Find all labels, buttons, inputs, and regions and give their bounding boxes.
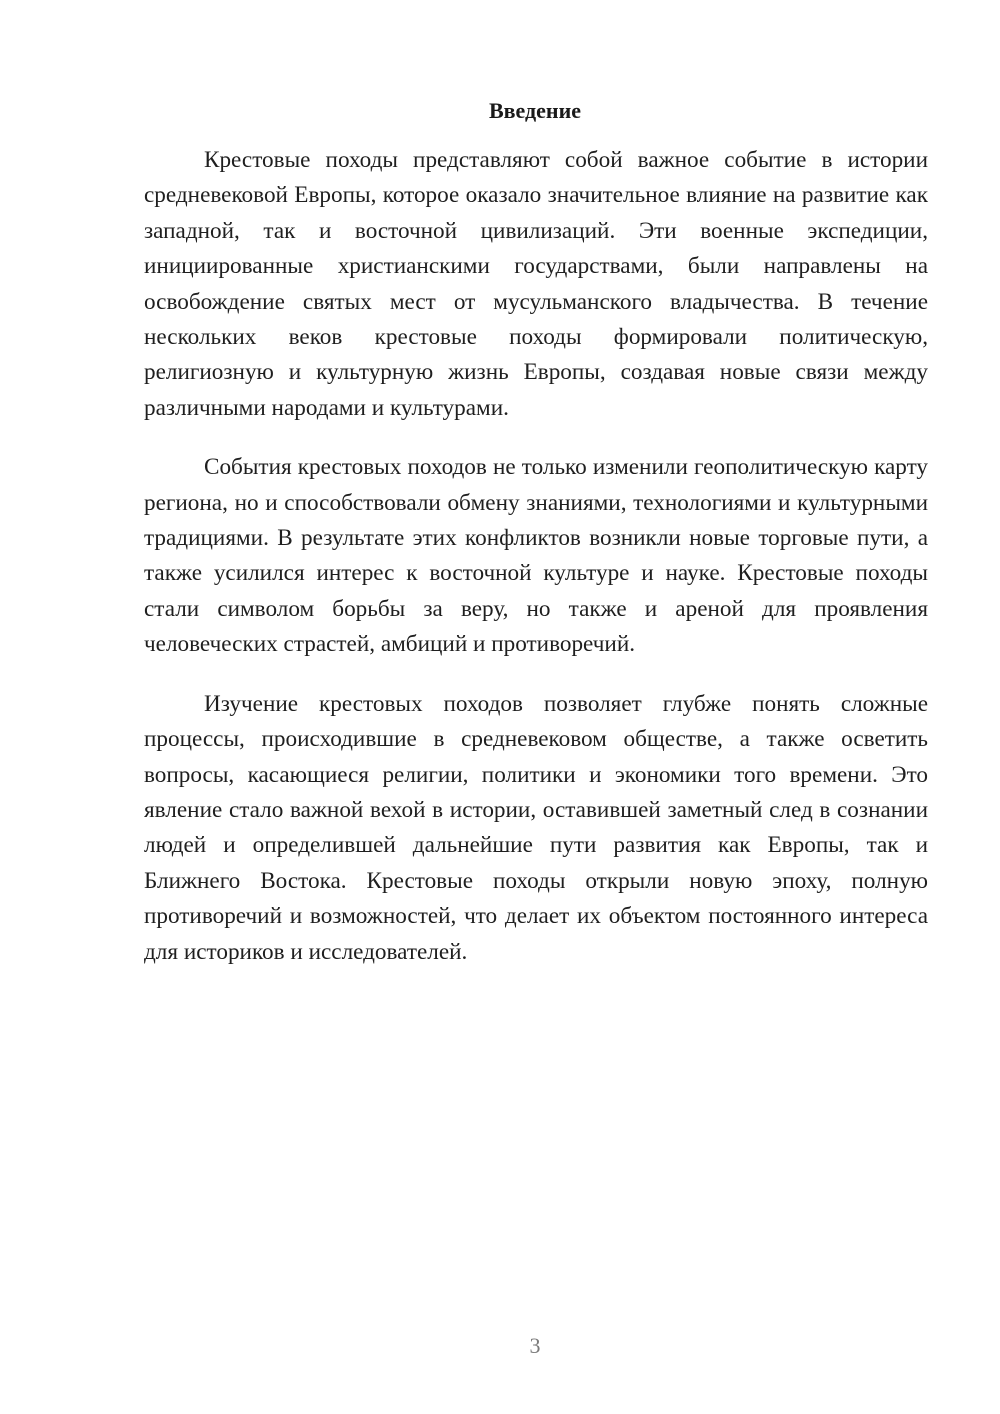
paragraph-1: Крестовые походы представляют собой важное событие в истории средневековой Европы, которое оказало значительное влияние на развитие как западной, так и восточной цивилизаций. Эти военные экспедиции, инициированные христианскими государствами, были направлены на освобождение святых мест от мусульманского владычества. В течение нескольких веков крестовые походы формировали политическую, религиозную и культурную жизнь Европы, создавая новые связи между различными народами и культурами.	[144, 147, 928, 421]
document-body	[144, 143, 928, 994]
paragraph-3: Изучение крестовых походов позволяет глубже понять сложные процессы, происходившие в средневековом обществе, а также осветить вопросы, касающиеся религии, политики и экономики того времени. Это явление стало важной вехой в истории, оставившей заметный след в сознании людей и определившей дальнейшие пути развития как Европы, так и Ближнего Востока. Крестовые походы открыли новую эпоху, полную противоречий и возможностей, что делает их объектом постоянного интереса для историков и исследователей.	[144, 690, 928, 965]
section-title: Введение	[488, 98, 582, 123]
paragraph-2: События крестовых походов не только изменили геополитическую карту региона, но и способствовали обмену знаниями, технологиями и культурными традициями. В результате этих конфликтов возникли новые торговые пути, а также усилился интерес к восточной культуре и науке. Крестовые походы стали символом борьбы за веру, но также и ареной для проявления человеческих страстей, амбиций и противоречий.	[144, 454, 928, 658]
page-number: 3	[529, 1333, 541, 1358]
